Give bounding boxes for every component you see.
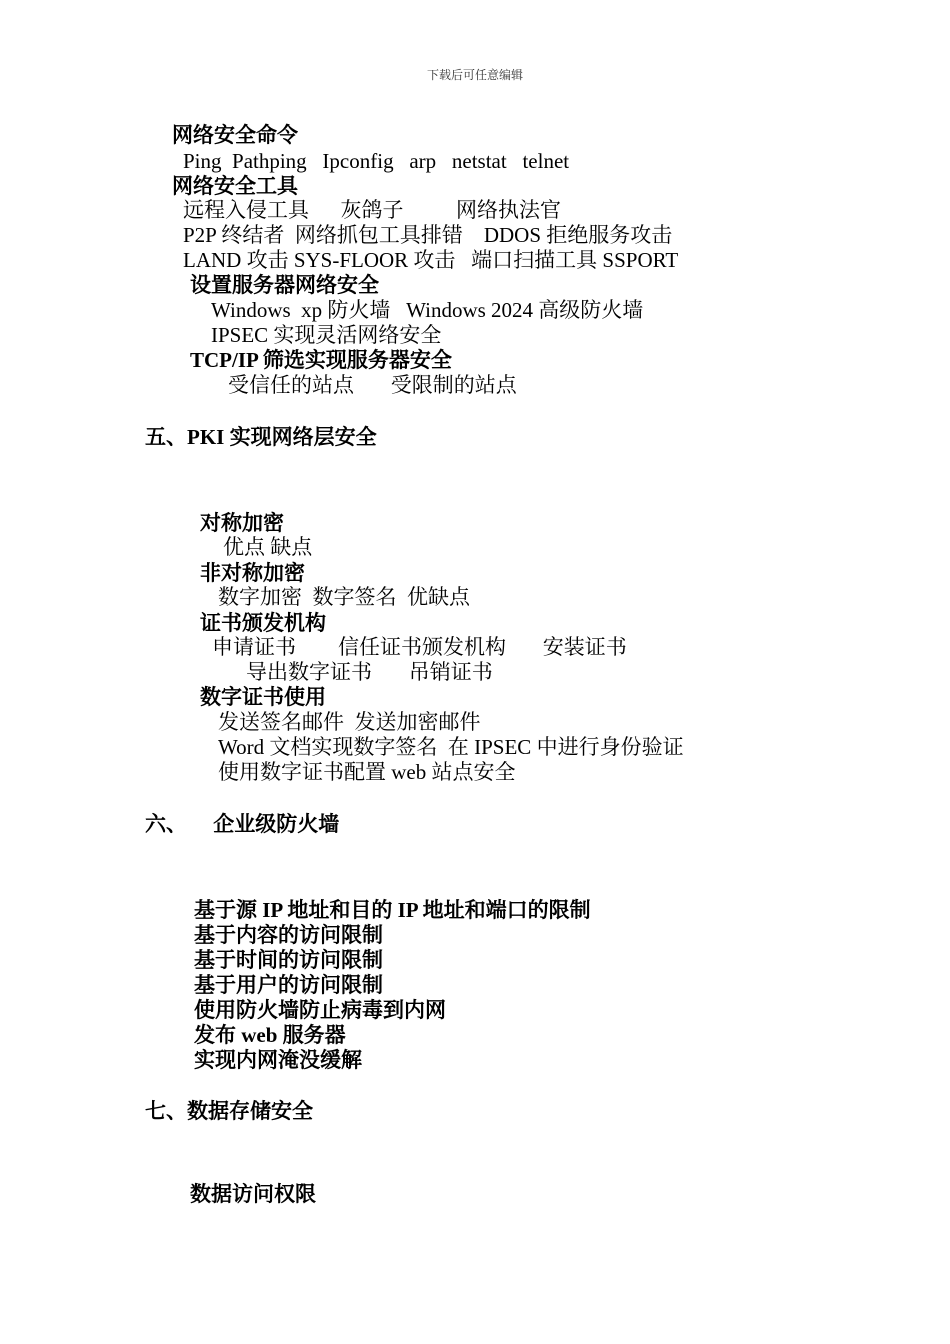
section-asymmetric: 非对称加密 <box>200 561 305 585</box>
heading-pki: 五、PKI 实现网络层安全 <box>145 425 377 449</box>
list-item: 实现内网淹没缓解 <box>194 1048 362 1072</box>
text-line: Word 文档实现数字签名 在 IPSEC 中进行身份验证 <box>218 735 684 759</box>
text-line: 优点 缺点 <box>223 535 313 559</box>
text-line: P2P 终结者 网络抓包工具排错 DDOS 拒绝服务攻击 <box>183 223 673 247</box>
section-data-access: 数据访问权限 <box>190 1182 316 1206</box>
text-line: Windows xp 防火墙 Windows 2024 高级防火墙 <box>211 298 644 322</box>
section-server-security: 设置服务器网络安全 <box>190 273 379 297</box>
text-line: 受信任的站点 受限制的站点 <box>228 373 517 397</box>
section-network-tools: 网络安全工具 <box>172 174 298 198</box>
text-line: IPSEC 实现灵活网络安全 <box>211 323 442 347</box>
text-line: Ping Pathping Ipconfig arp netstat telnet <box>183 149 570 173</box>
section-symmetric: 对称加密 <box>200 511 284 535</box>
text-line: 数字加密 数字签名 优缺点 <box>218 585 470 609</box>
text-line: 发送签名邮件 发送加密邮件 <box>218 710 481 734</box>
section-ca: 证书颁发机构 <box>200 611 326 635</box>
text-line: 远程入侵工具 灰鸽子 网络执法官 <box>183 198 561 222</box>
text-line: 申请证书 信任证书颁发机构 安装证书 <box>212 635 627 659</box>
heading-data-storage: 七、数据存储安全 <box>145 1099 313 1123</box>
list-item: 基于内容的访问限制 <box>194 923 383 947</box>
section-network-commands: 网络安全命令 <box>172 123 298 147</box>
list-item: 基于用户的访问限制 <box>194 973 383 997</box>
list-item: 基于时间的访问限制 <box>194 948 383 972</box>
heading-firewall: 六、 企业级防火墙 <box>145 812 340 836</box>
text-line: LAND 攻击 SYS-FLOOR 攻击 端口扫描工具 SSPORT <box>183 248 679 272</box>
text-line: 使用数字证书配置 web 站点安全 <box>218 760 516 784</box>
text-line: 导出数字证书 吊销证书 <box>246 660 493 684</box>
section-cert-usage: 数字证书使用 <box>200 685 326 709</box>
section-tcpip-filter: TCP/IP 筛选实现服务器安全 <box>190 348 452 372</box>
list-item: 发布 web 服务器 <box>194 1023 346 1047</box>
list-item: 使用防火墙防止病毒到内网 <box>194 998 446 1022</box>
page-header: 下载后可任意编辑 <box>426 68 523 82</box>
list-item: 基于源 IP 地址和目的 IP 地址和端口的限制 <box>194 898 591 922</box>
